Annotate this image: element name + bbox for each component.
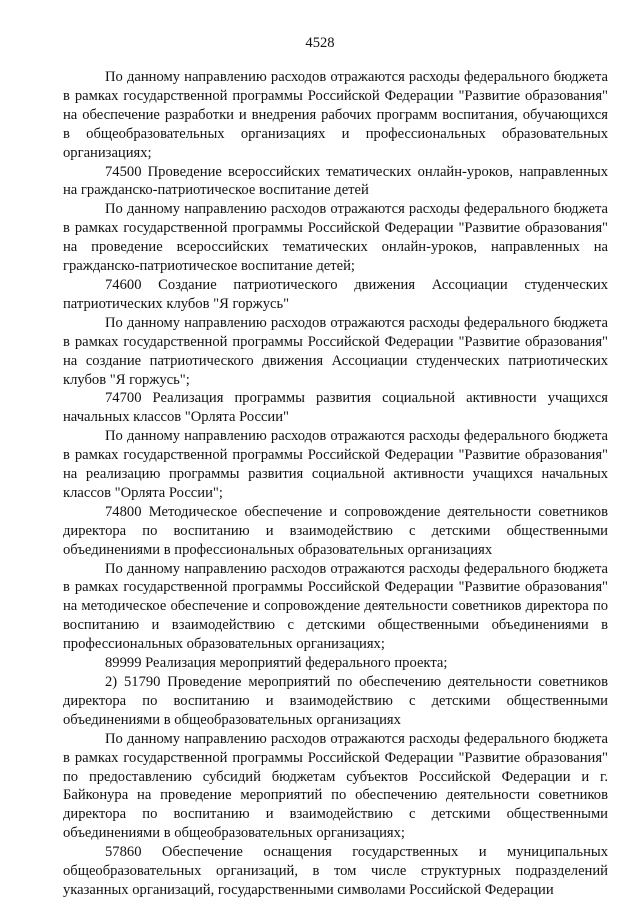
paragraph-expense-description: По данному направлению расходов отражаются расходы федерального бюджета в рамках государственной программы Российской Федерации "Развитие образования" на методическое обеспечение и сопровождение деятельности советников директора по воспитанию и взаимодействию с детскими общественными объединениями в профессиональных образовательных организациях; (63, 560, 608, 653)
paragraph-code-57860: 57860 Обеспечение оснащения государственных и муниципальных общеобразовательных организаций, в том числе структурных подразделений указанных организаций, государственными символами Российской Федерации (63, 844, 608, 898)
paragraph-code-74600: 74600 Создание патриотического движения Ассоциации студенческих патриотических клубов "Я горжусь" (63, 276, 608, 312)
paragraph-expense-description: По данному направлению расходов отражаются расходы федерального бюджета в рамках государственной программы Российской Федерации "Развитие образования" по предоставлению субсидий бюджетам субъектов Российской Федерации и г. Байконура на проведение мероприятий по обеспечению деятельности советников директора по воспитанию и взаимодействию с детскими общественными объединениями в общеобразовательных организациях; (63, 730, 608, 842)
paragraph-code-51790: 2) 51790 Проведение мероприятий по обеспечению деятельности советников директора по воспитанию и взаимодействию с детскими общественными объединениями в общеобразовательных организациях (63, 674, 608, 728)
page-number: 4528 (305, 35, 335, 51)
paragraph-code-74500: 74500 Проведение всероссийских тематических онлайн-уроков, направленных на гражданско-патриотическое воспитание детей (63, 163, 608, 199)
paragraph-expense-description: По данному направлению расходов отражаются расходы федерального бюджета в рамках государственной программы Российской Федерации "Развитие образования" на обеспечение разработки и внедрения рабочих программ воспитания, обучающихся в общеобразовательных организациях и профессиональных образовательных организациях; (63, 69, 608, 161)
paragraph-code-89999: 89999 Реализация мероприятий федерального проекта; (105, 655, 448, 672)
paragraph-expense-description: По данному направлению расходов отражаются расходы федерального бюджета в рамках государственной программы Российской Федерации "Развитие образования" на реализацию программы развития социальной активности учащихся начальных классов "Орлята России"; (63, 428, 608, 501)
document-body (63, 68, 608, 900)
paragraph-expense-description: По данному направлению расходов отражаются расходы федерального бюджета в рамках государственной программы Российской Федерации "Развитие образования" на проведение всероссийских тематических онлайн-уроков, направленных на гражданско-патриотическое воспитание детей; (63, 201, 608, 275)
paragraph-expense-description: По данному направлению расходов отражаются расходы федерального бюджета в рамках государственной программы Российской Федерации "Развитие образования" на создание патриотического движения Ассоциации студенческих патриотических клубов "Я горжусь"; (63, 314, 608, 388)
paragraph-code-74700: 74700 Реализация программы развития социальной активности учащихся начальных классов "Орлята России" (63, 390, 608, 426)
paragraph-code-74800: 74800 Методическое обеспечение и сопровождение деятельности советников директора по воспитанию и взаимодействию с детскими общественными объединениями в профессиональных образовательных организациях (63, 503, 608, 558)
